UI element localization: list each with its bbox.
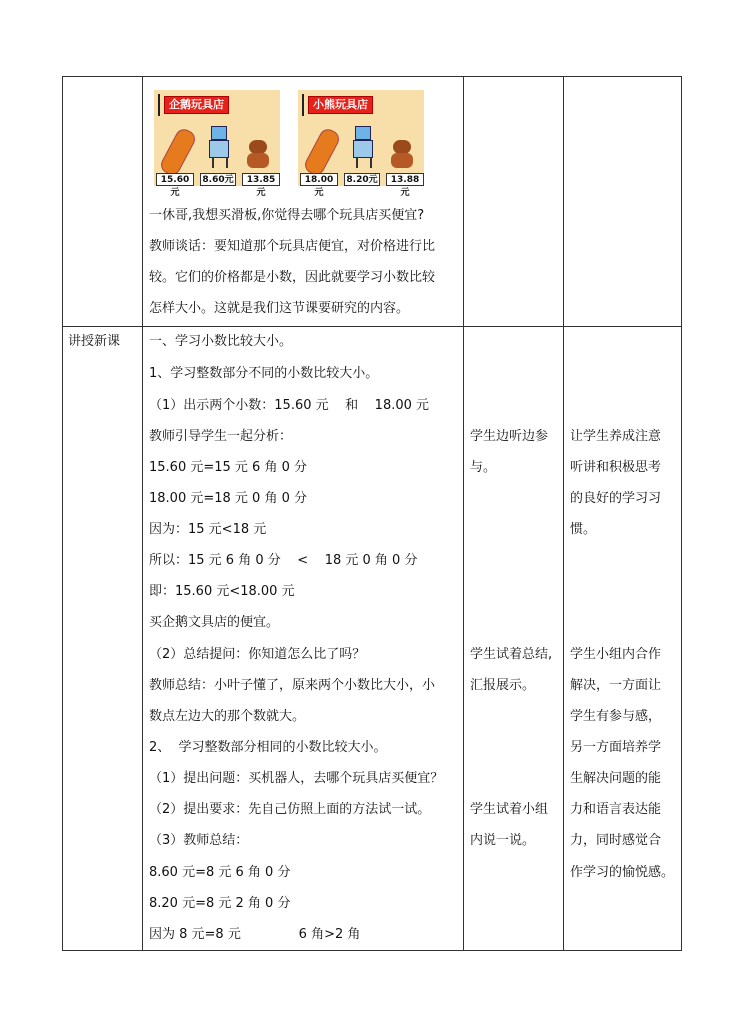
design-intent-line: 力和语言表达能	[570, 802, 662, 817]
content-line: 较。它们的价格都是小数，因此就要学习小数比较	[149, 270, 436, 285]
content-line: 因为 8 元=8 元 6 角>2 角	[149, 927, 361, 942]
design-intent-line: 让学生养成注意	[570, 429, 662, 444]
column-divider	[142, 77, 143, 950]
content-line: 8.20 元=8 元 2 角 0 分	[149, 896, 291, 911]
bear-toy-icon	[390, 140, 414, 168]
content-line: 数点左边大的那个数就大。	[149, 709, 306, 724]
price-tag: 13.88元	[386, 173, 424, 186]
design-intent-line: 学生小组内合作	[570, 647, 662, 662]
student-activity-line: 内说一说。	[470, 833, 536, 848]
price-tag: 15.60元	[156, 173, 194, 186]
price-tag: 8.20元	[344, 173, 380, 186]
bear-toy-icon	[246, 140, 270, 168]
content-line: 教师引导学生一起分析：	[149, 429, 293, 444]
content-line: 15.60 元=15 元 6 角 0 分	[149, 460, 307, 475]
shop-sign: 企鹅玩具店	[164, 96, 229, 114]
content-line: （3）教师总结：	[149, 833, 249, 848]
design-intent-line: 学生有参与感，	[570, 709, 662, 724]
content-line: 教师总结：小叶子懂了，原来两个小数比大小，小	[149, 678, 436, 693]
stage-label: 讲授新课	[68, 334, 121, 349]
content-line: 所以：15 元 6 角 0 分 < 18 元 0 角 0 分	[149, 553, 418, 568]
content-line: 买企鹅文具店的便宜。	[149, 615, 280, 630]
robot-icon	[208, 126, 228, 168]
design-intent-line: 另一方面培养学	[570, 740, 662, 755]
design-intent-line: 作学习的愉悦感。	[570, 865, 675, 880]
content-line: 18.00 元=18 元 0 角 0 分	[149, 491, 307, 506]
robot-icon	[352, 126, 372, 168]
content-line: 一、学习小数比较大小。	[149, 334, 293, 349]
content-line: 2、 学习整数部分相同的小数比较大小。	[149, 740, 387, 755]
student-activity-line: 学生边听边参	[470, 429, 549, 444]
design-intent-line: 的良好的学习习	[570, 491, 662, 506]
design-intent-line: 解决，一方面让	[570, 678, 662, 693]
content-line: 1、学习整数部分不同的小数比较大小。	[149, 366, 379, 381]
content-line: （2）提出要求：先自己仿照上面的方法试一试。	[149, 802, 431, 817]
student-activity-line: 汇报展示。	[470, 678, 536, 693]
design-intent-line: 力，同时感觉合	[570, 833, 662, 848]
design-intent-line: 生解决问题的能	[570, 771, 662, 786]
design-intent-line: 听讲和积极思考	[570, 460, 662, 475]
student-activity-line: 学生试着小组	[470, 802, 549, 817]
content-line: 因为：15 元<18 元	[149, 522, 267, 537]
skateboard-icon	[158, 126, 198, 178]
column-divider	[463, 77, 464, 950]
student-activity-line: 学生试着总结,	[470, 647, 553, 662]
content-line: 一休哥,我想买滑板,你觉得去哪个玩具店买便宜?	[149, 208, 425, 223]
content-line: （2）总结提问：你知道怎么比了吗？	[149, 647, 366, 662]
content-line: （1）提出问题：买机器人，去哪个玩具店买便宜？	[149, 771, 444, 786]
content-line: 怎样大小。这就是我们这节课要研究的内容。	[149, 301, 410, 316]
skateboard-icon	[302, 126, 342, 178]
penguin-toy-shop-image	[154, 90, 280, 198]
column-divider	[563, 77, 564, 950]
bear-toy-shop-image	[298, 90, 424, 198]
content-line: 教师谈话：要知道那个玩具店便宜，对价格进行比	[149, 239, 436, 254]
row-divider	[63, 326, 681, 327]
price-tag: 18.00元	[300, 173, 338, 186]
design-intent-line: 惯。	[570, 522, 597, 537]
price-tag: 13.85元	[242, 173, 280, 186]
content-line: 即：15.60 元<18.00 元	[149, 584, 295, 599]
student-activity-line: 与。	[470, 460, 497, 475]
price-tag: 8.60元	[200, 173, 236, 186]
content-line: 8.60 元=8 元 6 角 0 分	[149, 865, 291, 880]
content-line: （1）出示两个小数：15.60 元 和 18.00 元	[149, 398, 430, 413]
shop-sign: 小熊玩具店	[308, 96, 373, 114]
